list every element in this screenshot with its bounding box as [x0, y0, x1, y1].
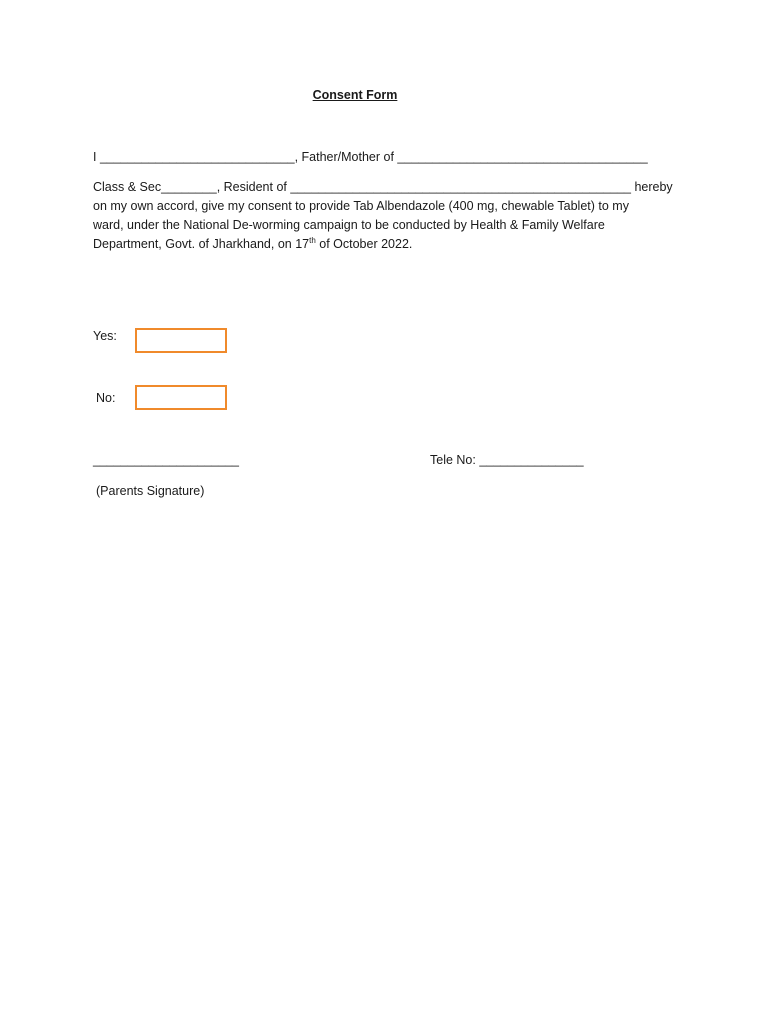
date-ordinal-suffix: th [309, 235, 316, 245]
date-text-post: of October 2022. [315, 237, 413, 251]
date-text-row [93, 235, 683, 254]
signature-line: _____________________ [93, 453, 239, 467]
yes-label: Yes: [93, 329, 117, 343]
campaign-text-row: ward, under the National De-worming campaign to be conducted by Health & Family Welfare [93, 218, 605, 232]
consent-paragraph [93, 178, 683, 254]
no-checkbox[interactable] [135, 385, 227, 410]
consent-text-row: on my own accord, give my consent to provide Tab Albendazole (400 mg, chewable Tablet) to my [93, 199, 629, 213]
date-text-pre: Department, Govt. of Jharkhand, on 17 [93, 237, 310, 251]
tele-no-field: Tele No: _______________ [430, 453, 584, 467]
parent-name-line: I ____________________________, Father/Mother of ____________________________________ [93, 150, 648, 164]
class-resident-row: Class & Sec________, Resident of _________________________________________________ hereby [93, 180, 673, 194]
yes-checkbox[interactable] [135, 328, 227, 353]
no-label: No: [96, 391, 116, 405]
form-title: Consent Form [312, 88, 398, 102]
signature-caption: (Parents Signature) [96, 484, 205, 498]
